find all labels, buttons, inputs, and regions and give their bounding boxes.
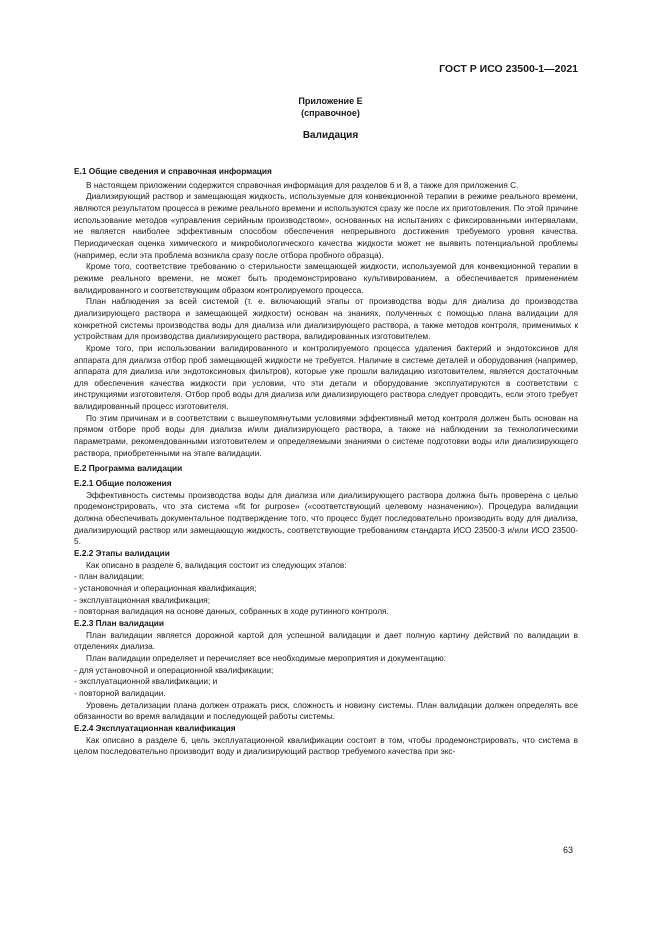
list-item: - эксплуатационная квалификация; [74, 594, 210, 605]
subsection-heading-e24: Е.2.4 Эксплуатационная квалификация [74, 722, 236, 733]
annex-heading [0, 95, 661, 119]
list-item: - повторная валидация на основе данных, собранных в ходе рутинного контроля. [74, 606, 389, 617]
list-item: - эксплуатационной квалификации; и [74, 676, 218, 687]
list-item: - план валидации; [74, 571, 145, 582]
annex-kind: (справочное) [301, 108, 360, 118]
paragraph: В настоящем приложении содержится справочная информация для разделов 6 и 8, а также для приложения С. [86, 179, 519, 190]
paragraph: Как описано в разделе 6, цель эксплуатационной квалификации состоит в том, чтобы продемонстрировать, что система в целом последовательно производит воду и диализирующий раствор требуемого качества при экс- [74, 734, 578, 757]
subsection-heading-e23: Е.2.3 План валидации [74, 617, 165, 628]
list-item: - повторной валидации. [74, 687, 166, 698]
paragraph: Как описано в разделе 6, валидация состоит из следующих этапов: [86, 559, 347, 570]
paragraph: Диализирующий раствор и замещающая жидкость, используемые для конвекционной терапии в режиме реального времени, являются результатом процесса в режиме реального времени и используются сразу же после их приготовления. По этой причине использование методов «управления серийным производством», основанных на испытаниях с фиксированными интервалами, не является наиболее эффективным способом обеспечения непрерывного достижения требуемого уровня качества. Периодическая оценка химического и микробиологического качества жидкости может не выявить потенциальной проблемы (например, если эта проблема возникла сразу после отбора пробного образца). [74, 191, 578, 260]
annex-name: Валидация [302, 130, 359, 141]
paragraph: План наблюдения за всей системой (т. е. включающий этапы от производства воды для диализа до производства диализирующего раствора и замещающей жидкости) основан на знаниях, полученных с помощью плана валидации для конкретной системы производства воды для диализа или диализирующего раствора, а также методов контроля, применимых к устройствам для производства диализирующего раствора, валидированных изготовителем. [74, 296, 578, 342]
paragraph: Кроме того, соответствие требованию о стерильности замещающей жидкости, используемой для конвекционной терапии в режиме реального времени, не может быть продемонстрировано культивированием, а обеспечивается применением валидированного и соответствующим образом контролируемого процесса. [74, 261, 578, 295]
document-id-header: ГОСТ Р ИСО 23500-1—2021 [439, 63, 578, 75]
paragraph: Уровень детализации плана должен отражать риск, сложность и новизну системы. План валидации должен определять все обязанности во время валидации и последующей работы системы. [74, 699, 578, 722]
paragraph: Эффективность системы производства воды для диализа или диализирующего раствора должна быть проверена с целью продемонстрировать, что эта система «fit for purpose» («соответствующий целевому назначению»). Процедура валидации должна обеспечивать документальное подтверждение того, что процесс будет последовательно производить воду для диализа, диализирующий раствор или замещающую жидкость, соответствующие требованиям стандарта ИСО 23500-3 и/или ИСО 23500-5. [74, 489, 578, 547]
list-item: - для установочной и операционной квалификации; [74, 664, 274, 675]
paragraph: План валидации является дорожной картой для успешной валидации и дает полную картину действий по валидации в отделениях диализа. [74, 629, 578, 652]
paragraph: По этим причинам и в соответствии с вышеупомянутыми условиями эффективный метод контроля должен быть основан на прямом отборе проб воды для диализа и/или диализирующего раствора, а также на наблюдении за технологическими параметрами, рекомендованными изготовителем и определяемыми знаниями о системе подготовки воды или диализирующего раствора, приобретенными на этапе валидации. [74, 412, 578, 458]
subsection-heading-e21: Е.2.1 Общие положения [74, 478, 172, 489]
document-body [74, 164, 578, 758]
paragraph: Кроме того, при использовании валидированного и контролируемого процесса удаления бактерий и эндотоксинов для аппарата для диализа отбор проб замещающей жидкости не требуется. Наличие в системе деталей и оборудования (например, аппарата для диализа или эндотоксиновых фильтров), которые уже прошли валидацию изготовителем, является достаточным для обеспечения качества жидкости при условии, что эти детали и оборудование эксплуатируются в соответствии с инструкциями изготовителя. Отбор проб воды для диализа или диализирующего раствора следует проводить, если этого требует валидированный процесс изготовителя. [74, 342, 578, 412]
section-heading-e2: Е.2 Программа валидации [74, 463, 183, 474]
paragraph: План валидации определяет и перечисляет все необходимые мероприятия и документацию: [86, 652, 447, 663]
list-item: - установочная и операционная квалификация; [74, 582, 257, 593]
annex-title: Приложение Е [298, 96, 363, 106]
page-number: 63 [563, 845, 574, 855]
subsection-heading-e22: Е.2.2 Этапы валидации [74, 548, 170, 558]
section-heading-e1: Е.1 Общие сведения и справочная информация [74, 166, 272, 176]
